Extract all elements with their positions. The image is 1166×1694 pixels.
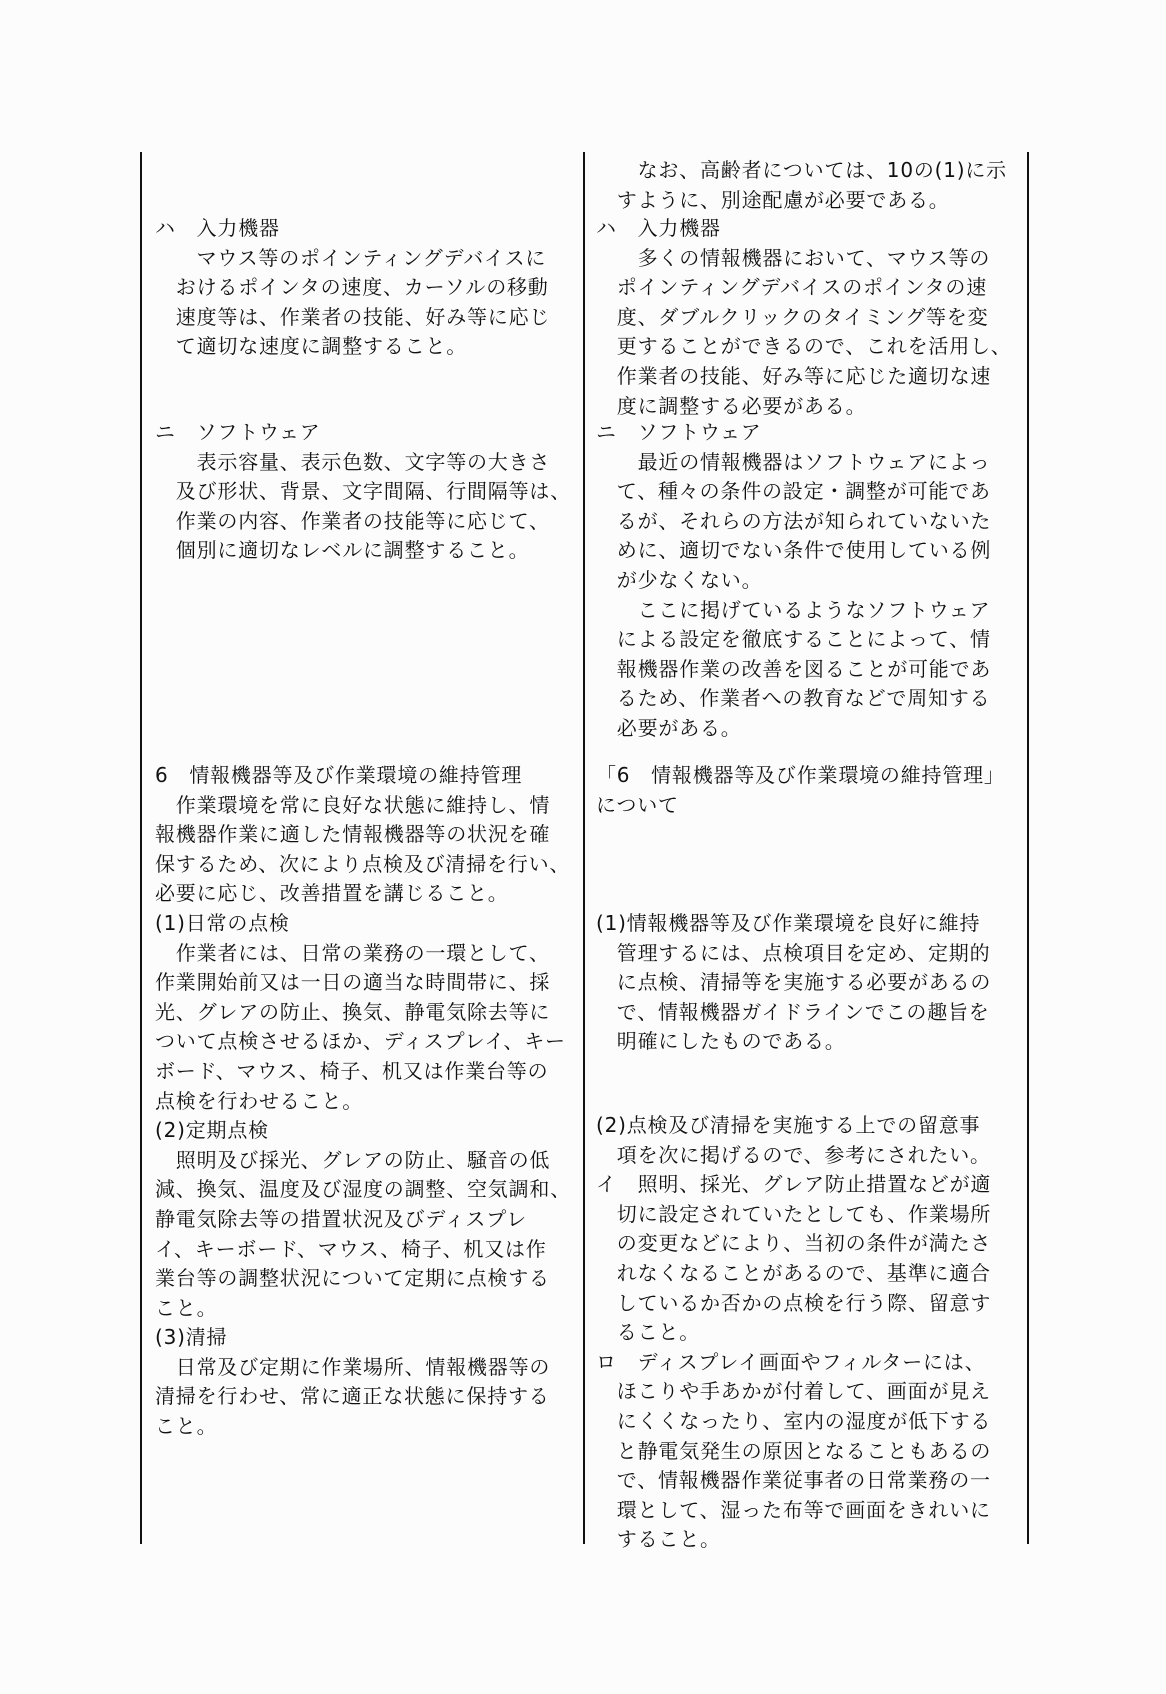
text-line: について [596, 792, 679, 817]
text-line: こと。 [155, 1295, 218, 1320]
text-line: 業台等の調整状況について定期に点検する [155, 1266, 550, 1291]
right-column-section-sec6 [596, 761, 1005, 820]
text-line: ついて点検させるほか、ディスプレイ、キー [155, 1029, 566, 1054]
text-line: が少なくない。 [596, 567, 763, 592]
text-line: ニ ソフトウェア [596, 420, 762, 444]
text-line: 報機器作業の改善を図ることが可能であ [596, 656, 992, 681]
text-line: にくくなったり、室内の湿度が低下する [596, 1408, 992, 1433]
text-line: 作業者には、日常の業務の一環として、 [155, 940, 550, 965]
right-border [1027, 152, 1029, 1544]
text-line: るが、それらの方法が知られていないた [596, 508, 992, 533]
text-line: ここに掲げているようなソフトウェア [596, 597, 991, 622]
text-line: で、情報機器ガイドラインでこの趣旨を [596, 999, 990, 1024]
text-line: (2)定期点検 [155, 1118, 269, 1143]
text-line: 必要がある。 [596, 715, 742, 740]
text-line: (1)情報機器等及び作業環境を良好に維持 [596, 911, 981, 935]
text-line: 照明及び採光、グレアの防止、騒音の低 [155, 1147, 551, 1172]
text-line: マウス等のポインティングデバイスに [155, 245, 547, 270]
text-line: すように、別途配慮が必要である。 [596, 187, 950, 212]
text-line: こと。 [155, 1414, 218, 1439]
text-line: イ、キーボード、マウス、椅子、机又は作 [155, 1236, 547, 1261]
text-line: 減、換気、温度及び湿度の調整、空気調和、 [155, 1177, 571, 1202]
right-column-section-p2 [596, 1111, 991, 1555]
text-line: 作業開始前又は一日の適当な時間帯に、採 [155, 970, 551, 995]
text-line: 個別に適切なレベルに調整すること。 [155, 538, 530, 563]
text-line: ハ 入力機器 [155, 216, 280, 240]
text-line: 項を次に掲げるので、参考にされたい。 [596, 1142, 991, 1167]
left-column-section-ni [155, 418, 571, 566]
text-line: 明確にしたものである。 [596, 1029, 846, 1054]
right-column-section-ha [596, 214, 1012, 421]
text-line: による設定を徹底することによって、情 [596, 627, 991, 652]
text-line: 「6 情報機器等及び作業環境の維持管理」 [596, 763, 1005, 787]
text-line: て、種々の条件の設定・調整が可能であ [596, 479, 991, 504]
text-line: 度に調整する必要がある。 [596, 393, 867, 418]
text-line: で、情報機器作業従事者の日常業務の一 [596, 1468, 991, 1493]
text-line: れなくなることがあるので、基準に適合 [596, 1260, 991, 1285]
text-line: 最近の情報機器はソフトウェアによっ [596, 449, 991, 474]
text-line: 報機器作業に適した情報機器等の状況を確 [155, 822, 551, 847]
text-line: 6 情報機器等及び作業環境の維持管理 [155, 763, 523, 787]
text-line: イ 照明、採光、グレア防止措置などが適 [596, 1172, 992, 1197]
text-line: しているか否かの点検を行う際、留意す [596, 1290, 992, 1315]
text-line: ること。 [596, 1320, 700, 1345]
left-column-section-ha [155, 214, 550, 362]
text-line: すること。 [596, 1527, 721, 1552]
text-line: 更することができるので、これを活用し、 [596, 334, 1012, 359]
text-line: 必要に応じ、改善措置を講じること。 [155, 881, 509, 906]
text-line: ボード、マウス、椅子、机又は作業台等の [155, 1058, 549, 1083]
text-line: 日常及び定期に作業場所、情報機器等の [155, 1354, 551, 1379]
text-line: るため、作業者への教育などで周知する [596, 686, 991, 711]
center-divider [583, 152, 585, 1544]
text-line: めに、適切でない条件で使用している例 [596, 538, 992, 563]
right-column-section-p1 [596, 909, 991, 1057]
text-line: 表示容量、表示色数、文字等の大きさ [155, 449, 551, 474]
text-line: 管理するには、点検項目を定め、定期的 [596, 940, 991, 965]
text-line: 速度等は、作業者の技能、好み等に応じ [155, 304, 551, 329]
text-line: 保するため、次により点検及び清掃を行い、 [155, 851, 571, 876]
text-line: ロ ディスプレイ画面やフィルターには、 [596, 1349, 986, 1374]
left-column-section-sec6 [155, 761, 571, 1442]
right-column-section-note [596, 156, 1007, 215]
right-column-section-ni [596, 418, 991, 744]
text-line: 切に設定されていたとしても、作業場所 [596, 1201, 992, 1226]
text-line: なお、高齢者については、10の(1)に示 [596, 158, 1007, 182]
text-line: 作業環境を常に良好な状態に維持し、情 [155, 792, 551, 817]
text-line: 清掃を行わせ、常に適正な状態に保持する [155, 1384, 550, 1409]
text-line: ニ ソフトウェア [155, 420, 321, 444]
text-line: 点検を行わせること。 [155, 1088, 363, 1113]
text-line: 作業者の技能、好み等に応じた適切な速 [596, 363, 992, 388]
text-line: 作業の内容、作業者の技能等に応じて、 [155, 508, 550, 533]
text-line: 度、ダブルクリックのタイミング等を変 [596, 304, 989, 329]
text-line: (1)日常の点検 [155, 910, 290, 935]
text-line: の変更などにより、当初の条件が満たさ [596, 1231, 992, 1256]
text-line: (2)点検及び清掃を実施する上での留意事 [596, 1113, 981, 1137]
text-line: 及び形状、背景、文字間隔、行間隔等は、 [155, 479, 571, 504]
text-line: ほこりや手あかが付着して、画面が見え [596, 1379, 991, 1404]
text-line: 光、グレアの防止、換気、静電気除去等に [155, 999, 551, 1024]
text-line: (3)清掃 [155, 1325, 228, 1350]
text-line: ポインティングデバイスのポインタの速 [596, 275, 987, 300]
text-line: 静電気除去等の措置状況及びディスプレ [155, 1206, 527, 1231]
text-line: 環として、湿った布等で画面をきれいに [596, 1497, 991, 1522]
text-line: ハ 入力機器 [596, 216, 721, 240]
text-line: と静電気発生の原因となることもあるの [596, 1438, 992, 1463]
text-line: て適切な速度に調整すること。 [155, 334, 467, 359]
text-line: 多くの情報機器において、マウス等の [596, 245, 991, 270]
left-border [140, 152, 142, 1544]
text-line: おけるポインタの速度、カーソルの移動 [155, 275, 549, 300]
text-line: に点検、清掃等を実施する必要があるの [596, 970, 992, 995]
